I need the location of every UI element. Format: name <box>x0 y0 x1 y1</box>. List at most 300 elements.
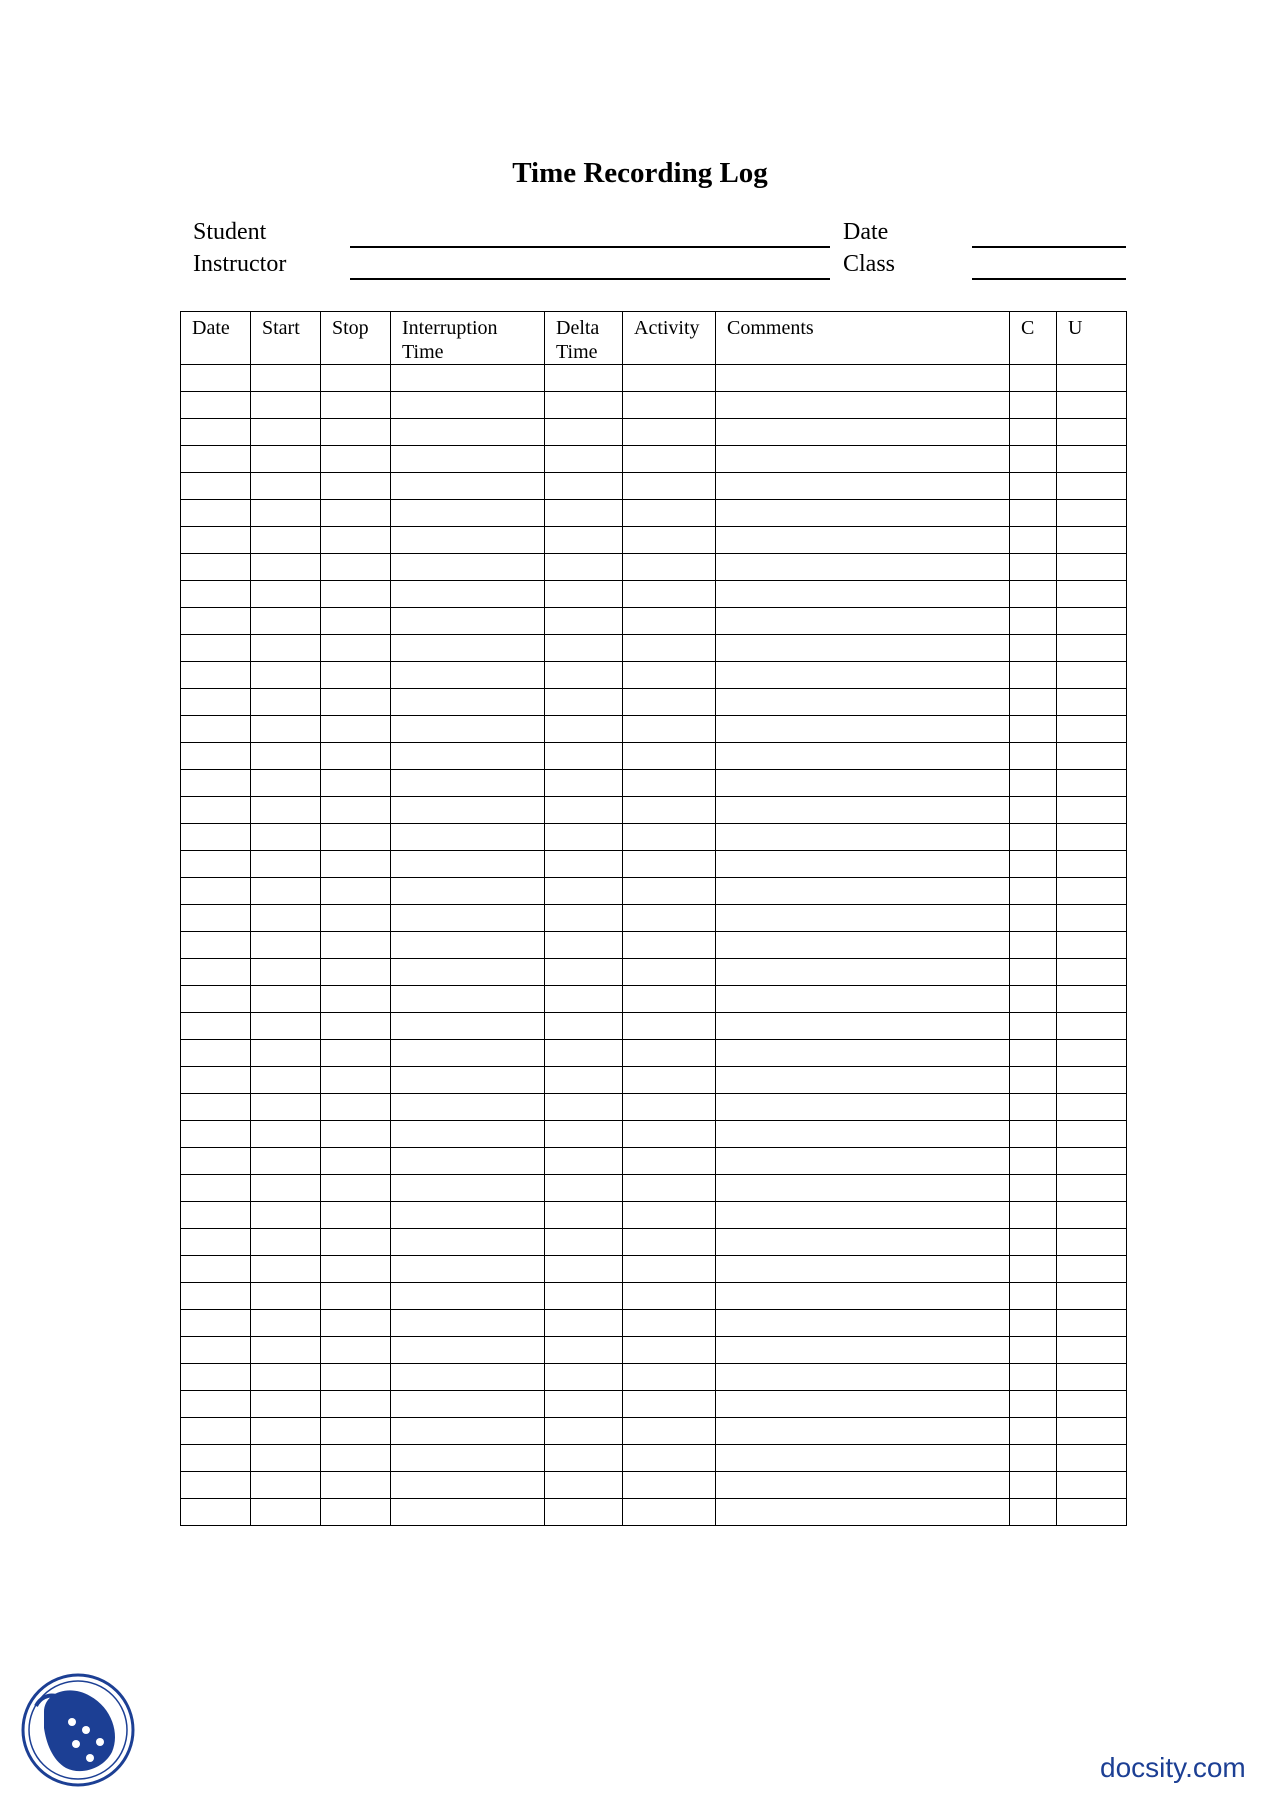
table-cell[interactable] <box>321 1067 391 1094</box>
table-cell[interactable] <box>716 1472 1010 1499</box>
table-cell[interactable] <box>181 959 251 986</box>
table-cell[interactable] <box>623 1445 716 1472</box>
table-cell[interactable] <box>181 797 251 824</box>
table-cell[interactable] <box>251 905 321 932</box>
table-cell[interactable] <box>1010 608 1057 635</box>
table-cell[interactable] <box>623 689 716 716</box>
table-cell[interactable] <box>623 500 716 527</box>
table-cell[interactable] <box>251 1364 321 1391</box>
table-cell[interactable] <box>716 527 1010 554</box>
table-cell[interactable] <box>181 419 251 446</box>
table-cell[interactable] <box>1057 1418 1127 1445</box>
table-cell[interactable] <box>251 986 321 1013</box>
table-cell[interactable] <box>716 743 1010 770</box>
table-cell[interactable] <box>545 662 623 689</box>
class-field[interactable] <box>972 278 1126 280</box>
table-cell[interactable] <box>623 1013 716 1040</box>
table-cell[interactable] <box>716 1148 1010 1175</box>
table-cell[interactable] <box>716 392 1010 419</box>
table-cell[interactable] <box>623 473 716 500</box>
table-cell[interactable] <box>391 689 545 716</box>
table-cell[interactable] <box>1010 743 1057 770</box>
table-cell[interactable] <box>716 1121 1010 1148</box>
table-cell[interactable] <box>1010 986 1057 1013</box>
table-cell[interactable] <box>545 743 623 770</box>
table-cell[interactable] <box>181 1472 251 1499</box>
table-cell[interactable] <box>391 1283 545 1310</box>
table-cell[interactable] <box>251 1337 321 1364</box>
table-cell[interactable] <box>623 1283 716 1310</box>
table-cell[interactable] <box>623 770 716 797</box>
table-cell[interactable] <box>251 1445 321 1472</box>
table-cell[interactable] <box>251 365 321 392</box>
table-cell[interactable] <box>716 1364 1010 1391</box>
table-cell[interactable] <box>391 392 545 419</box>
table-cell[interactable] <box>545 1229 623 1256</box>
table-cell[interactable] <box>623 1067 716 1094</box>
table-cell[interactable] <box>1010 1013 1057 1040</box>
table-cell[interactable] <box>716 662 1010 689</box>
table-cell[interactable] <box>1057 392 1127 419</box>
table-cell[interactable] <box>251 446 321 473</box>
table-cell[interactable] <box>181 1067 251 1094</box>
table-cell[interactable] <box>251 1013 321 1040</box>
student-field[interactable] <box>350 246 830 248</box>
table-cell[interactable] <box>181 905 251 932</box>
table-cell[interactable] <box>1010 392 1057 419</box>
table-cell[interactable] <box>1010 1499 1057 1526</box>
table-cell[interactable] <box>1057 1472 1127 1499</box>
table-cell[interactable] <box>716 1175 1010 1202</box>
table-cell[interactable] <box>1010 716 1057 743</box>
table-cell[interactable] <box>251 1202 321 1229</box>
table-cell[interactable] <box>181 635 251 662</box>
table-cell[interactable] <box>1010 1256 1057 1283</box>
table-cell[interactable] <box>181 743 251 770</box>
table-cell[interactable] <box>1010 797 1057 824</box>
table-cell[interactable] <box>623 662 716 689</box>
table-cell[interactable] <box>1057 1040 1127 1067</box>
table-cell[interactable] <box>181 1175 251 1202</box>
table-cell[interactable] <box>1057 689 1127 716</box>
table-cell[interactable] <box>623 1391 716 1418</box>
table-cell[interactable] <box>545 581 623 608</box>
table-cell[interactable] <box>321 851 391 878</box>
table-cell[interactable] <box>321 527 391 554</box>
table-cell[interactable] <box>391 824 545 851</box>
table-cell[interactable] <box>391 581 545 608</box>
table-cell[interactable] <box>181 986 251 1013</box>
table-cell[interactable] <box>1057 1283 1127 1310</box>
table-cell[interactable] <box>1057 1067 1127 1094</box>
table-cell[interactable] <box>391 419 545 446</box>
table-cell[interactable] <box>391 797 545 824</box>
table-cell[interactable] <box>321 392 391 419</box>
table-cell[interactable] <box>545 419 623 446</box>
table-cell[interactable] <box>1057 1175 1127 1202</box>
table-cell[interactable] <box>716 824 1010 851</box>
table-cell[interactable] <box>545 1364 623 1391</box>
table-cell[interactable] <box>181 1040 251 1067</box>
table-cell[interactable] <box>1057 851 1127 878</box>
table-cell[interactable] <box>321 689 391 716</box>
table-cell[interactable] <box>181 554 251 581</box>
table-cell[interactable] <box>716 608 1010 635</box>
table-cell[interactable] <box>1010 365 1057 392</box>
date-field[interactable] <box>972 246 1126 248</box>
table-cell[interactable] <box>251 959 321 986</box>
table-cell[interactable] <box>1010 905 1057 932</box>
table-cell[interactable] <box>1057 473 1127 500</box>
table-cell[interactable] <box>716 1391 1010 1418</box>
table-cell[interactable] <box>251 824 321 851</box>
table-cell[interactable] <box>321 1310 391 1337</box>
table-cell[interactable] <box>1010 581 1057 608</box>
table-cell[interactable] <box>623 986 716 1013</box>
table-cell[interactable] <box>391 473 545 500</box>
table-cell[interactable] <box>321 905 391 932</box>
table-cell[interactable] <box>623 419 716 446</box>
table-cell[interactable] <box>1057 878 1127 905</box>
table-cell[interactable] <box>321 743 391 770</box>
table-cell[interactable] <box>321 1040 391 1067</box>
table-cell[interactable] <box>251 1148 321 1175</box>
table-cell[interactable] <box>1010 1094 1057 1121</box>
table-cell[interactable] <box>545 824 623 851</box>
table-cell[interactable] <box>321 473 391 500</box>
table-cell[interactable] <box>545 716 623 743</box>
table-cell[interactable] <box>181 1229 251 1256</box>
table-cell[interactable] <box>545 1418 623 1445</box>
table-cell[interactable] <box>1057 527 1127 554</box>
table-cell[interactable] <box>321 1364 391 1391</box>
table-cell[interactable] <box>1057 1256 1127 1283</box>
table-cell[interactable] <box>716 1202 1010 1229</box>
table-cell[interactable] <box>181 1310 251 1337</box>
table-cell[interactable] <box>716 689 1010 716</box>
table-cell[interactable] <box>321 1472 391 1499</box>
table-cell[interactable] <box>251 635 321 662</box>
table-cell[interactable] <box>391 1499 545 1526</box>
table-cell[interactable] <box>1010 1337 1057 1364</box>
table-cell[interactable] <box>1057 824 1127 851</box>
table-cell[interactable] <box>1010 1472 1057 1499</box>
table-cell[interactable] <box>321 500 391 527</box>
table-cell[interactable] <box>545 446 623 473</box>
table-cell[interactable] <box>623 581 716 608</box>
table-cell[interactable] <box>623 1472 716 1499</box>
table-cell[interactable] <box>545 1175 623 1202</box>
table-cell[interactable] <box>181 662 251 689</box>
table-cell[interactable] <box>545 932 623 959</box>
table-cell[interactable] <box>321 797 391 824</box>
table-cell[interactable] <box>321 1418 391 1445</box>
table-cell[interactable] <box>321 932 391 959</box>
table-cell[interactable] <box>391 1094 545 1121</box>
table-cell[interactable] <box>545 1067 623 1094</box>
table-cell[interactable] <box>623 1094 716 1121</box>
table-cell[interactable] <box>545 959 623 986</box>
table-cell[interactable] <box>1010 635 1057 662</box>
table-cell[interactable] <box>391 932 545 959</box>
table-cell[interactable] <box>623 1499 716 1526</box>
table-cell[interactable] <box>251 1283 321 1310</box>
table-cell[interactable] <box>623 905 716 932</box>
table-cell[interactable] <box>251 1094 321 1121</box>
table-cell[interactable] <box>545 554 623 581</box>
table-cell[interactable] <box>251 1499 321 1526</box>
table-cell[interactable] <box>251 1256 321 1283</box>
table-cell[interactable] <box>181 1256 251 1283</box>
table-cell[interactable] <box>1010 1391 1057 1418</box>
table-cell[interactable] <box>1057 797 1127 824</box>
table-cell[interactable] <box>716 986 1010 1013</box>
table-cell[interactable] <box>1057 1337 1127 1364</box>
table-cell[interactable] <box>321 1499 391 1526</box>
table-cell[interactable] <box>545 797 623 824</box>
table-cell[interactable] <box>391 1364 545 1391</box>
table-cell[interactable] <box>181 1364 251 1391</box>
table-cell[interactable] <box>716 1445 1010 1472</box>
table-cell[interactable] <box>391 878 545 905</box>
table-cell[interactable] <box>181 581 251 608</box>
table-cell[interactable] <box>321 1121 391 1148</box>
table-cell[interactable] <box>1010 1040 1057 1067</box>
table-cell[interactable] <box>1010 689 1057 716</box>
table-cell[interactable] <box>623 1202 716 1229</box>
table-cell[interactable] <box>181 608 251 635</box>
table-cell[interactable] <box>251 770 321 797</box>
table-cell[interactable] <box>181 1202 251 1229</box>
table-cell[interactable] <box>391 635 545 662</box>
table-cell[interactable] <box>1057 986 1127 1013</box>
table-cell[interactable] <box>321 878 391 905</box>
table-cell[interactable] <box>623 1256 716 1283</box>
table-cell[interactable] <box>1057 1310 1127 1337</box>
table-cell[interactable] <box>1010 878 1057 905</box>
table-cell[interactable] <box>1057 419 1127 446</box>
table-cell[interactable] <box>391 500 545 527</box>
table-cell[interactable] <box>716 797 1010 824</box>
table-cell[interactable] <box>251 581 321 608</box>
table-cell[interactable] <box>716 1094 1010 1121</box>
table-cell[interactable] <box>391 1391 545 1418</box>
table-cell[interactable] <box>716 1283 1010 1310</box>
table-cell[interactable] <box>545 608 623 635</box>
table-cell[interactable] <box>1057 1445 1127 1472</box>
table-cell[interactable] <box>321 1202 391 1229</box>
instructor-field[interactable] <box>350 278 830 280</box>
table-cell[interactable] <box>623 1418 716 1445</box>
table-cell[interactable] <box>1057 554 1127 581</box>
table-cell[interactable] <box>716 959 1010 986</box>
table-cell[interactable] <box>1057 1229 1127 1256</box>
table-cell[interactable] <box>181 473 251 500</box>
table-cell[interactable] <box>545 1445 623 1472</box>
table-cell[interactable] <box>321 824 391 851</box>
table-cell[interactable] <box>1010 1175 1057 1202</box>
table-cell[interactable] <box>623 365 716 392</box>
table-cell[interactable] <box>623 1175 716 1202</box>
table-cell[interactable] <box>716 554 1010 581</box>
table-cell[interactable] <box>716 500 1010 527</box>
table-cell[interactable] <box>321 959 391 986</box>
table-cell[interactable] <box>1010 1418 1057 1445</box>
table-cell[interactable] <box>545 500 623 527</box>
table-cell[interactable] <box>181 932 251 959</box>
table-cell[interactable] <box>1057 1148 1127 1175</box>
table-cell[interactable] <box>1057 1121 1127 1148</box>
table-cell[interactable] <box>391 1310 545 1337</box>
table-cell[interactable] <box>1010 1067 1057 1094</box>
table-cell[interactable] <box>391 959 545 986</box>
table-cell[interactable] <box>251 1229 321 1256</box>
table-cell[interactable] <box>181 446 251 473</box>
table-cell[interactable] <box>545 851 623 878</box>
table-cell[interactable] <box>1010 959 1057 986</box>
table-cell[interactable] <box>251 932 321 959</box>
table-cell[interactable] <box>321 662 391 689</box>
table-cell[interactable] <box>716 1310 1010 1337</box>
table-cell[interactable] <box>391 554 545 581</box>
table-cell[interactable] <box>545 986 623 1013</box>
table-cell[interactable] <box>181 1418 251 1445</box>
table-cell[interactable] <box>251 1472 321 1499</box>
table-cell[interactable] <box>321 1391 391 1418</box>
table-cell[interactable] <box>251 662 321 689</box>
table-cell[interactable] <box>623 527 716 554</box>
table-cell[interactable] <box>251 716 321 743</box>
table-cell[interactable] <box>321 1094 391 1121</box>
table-cell[interactable] <box>391 446 545 473</box>
table-cell[interactable] <box>545 1499 623 1526</box>
table-cell[interactable] <box>716 419 1010 446</box>
table-cell[interactable] <box>321 1229 391 1256</box>
table-cell[interactable] <box>716 1418 1010 1445</box>
table-cell[interactable] <box>321 581 391 608</box>
table-cell[interactable] <box>623 1040 716 1067</box>
table-cell[interactable] <box>391 527 545 554</box>
table-cell[interactable] <box>391 1418 545 1445</box>
table-cell[interactable] <box>623 1310 716 1337</box>
table-cell[interactable] <box>1057 959 1127 986</box>
table-cell[interactable] <box>251 743 321 770</box>
table-cell[interactable] <box>1010 662 1057 689</box>
table-cell[interactable] <box>716 770 1010 797</box>
table-cell[interactable] <box>181 1391 251 1418</box>
table-cell[interactable] <box>623 959 716 986</box>
table-cell[interactable] <box>391 1256 545 1283</box>
table-cell[interactable] <box>623 716 716 743</box>
table-cell[interactable] <box>623 554 716 581</box>
table-cell[interactable] <box>181 1499 251 1526</box>
table-cell[interactable] <box>251 1391 321 1418</box>
table-cell[interactable] <box>1010 554 1057 581</box>
table-cell[interactable] <box>623 392 716 419</box>
table-cell[interactable] <box>321 419 391 446</box>
table-cell[interactable] <box>321 1337 391 1364</box>
table-cell[interactable] <box>716 473 1010 500</box>
table-cell[interactable] <box>321 716 391 743</box>
table-cell[interactable] <box>391 743 545 770</box>
table-cell[interactable] <box>545 365 623 392</box>
table-cell[interactable] <box>716 635 1010 662</box>
table-cell[interactable] <box>1057 905 1127 932</box>
table-cell[interactable] <box>716 1067 1010 1094</box>
table-cell[interactable] <box>391 986 545 1013</box>
table-cell[interactable] <box>1010 932 1057 959</box>
table-cell[interactable] <box>251 878 321 905</box>
table-cell[interactable] <box>251 1040 321 1067</box>
table-cell[interactable] <box>181 1283 251 1310</box>
table-cell[interactable] <box>321 1175 391 1202</box>
table-cell[interactable] <box>623 1364 716 1391</box>
table-cell[interactable] <box>321 446 391 473</box>
table-cell[interactable] <box>716 1499 1010 1526</box>
table-cell[interactable] <box>181 824 251 851</box>
table-cell[interactable] <box>545 635 623 662</box>
table-cell[interactable] <box>251 851 321 878</box>
table-cell[interactable] <box>545 1040 623 1067</box>
table-cell[interactable] <box>251 1310 321 1337</box>
table-cell[interactable] <box>391 1337 545 1364</box>
table-cell[interactable] <box>1057 608 1127 635</box>
table-cell[interactable] <box>623 635 716 662</box>
table-cell[interactable] <box>321 986 391 1013</box>
table-cell[interactable] <box>321 770 391 797</box>
table-cell[interactable] <box>1010 1445 1057 1472</box>
table-cell[interactable] <box>321 1148 391 1175</box>
table-cell[interactable] <box>251 527 321 554</box>
table-cell[interactable] <box>545 473 623 500</box>
table-cell[interactable] <box>321 1445 391 1472</box>
table-cell[interactable] <box>251 1067 321 1094</box>
table-cell[interactable] <box>391 1013 545 1040</box>
table-cell[interactable] <box>716 446 1010 473</box>
table-cell[interactable] <box>181 365 251 392</box>
table-cell[interactable] <box>716 581 1010 608</box>
table-cell[interactable] <box>391 770 545 797</box>
table-cell[interactable] <box>623 797 716 824</box>
table-cell[interactable] <box>545 878 623 905</box>
table-cell[interactable] <box>1057 581 1127 608</box>
table-cell[interactable] <box>1010 824 1057 851</box>
table-cell[interactable] <box>181 500 251 527</box>
table-cell[interactable] <box>181 1094 251 1121</box>
table-cell[interactable] <box>1057 500 1127 527</box>
table-cell[interactable] <box>716 905 1010 932</box>
table-cell[interactable] <box>545 1202 623 1229</box>
table-cell[interactable] <box>716 1229 1010 1256</box>
table-cell[interactable] <box>391 1040 545 1067</box>
table-cell[interactable] <box>321 365 391 392</box>
table-cell[interactable] <box>1010 1121 1057 1148</box>
table-cell[interactable] <box>623 851 716 878</box>
table-cell[interactable] <box>1010 1364 1057 1391</box>
table-cell[interactable] <box>1010 1229 1057 1256</box>
table-cell[interactable] <box>251 473 321 500</box>
table-cell[interactable] <box>321 554 391 581</box>
table-cell[interactable] <box>1010 419 1057 446</box>
table-cell[interactable] <box>716 1040 1010 1067</box>
table-cell[interactable] <box>321 608 391 635</box>
table-cell[interactable] <box>1057 770 1127 797</box>
table-cell[interactable] <box>181 770 251 797</box>
table-cell[interactable] <box>545 527 623 554</box>
table-cell[interactable] <box>1010 1310 1057 1337</box>
table-cell[interactable] <box>1057 1202 1127 1229</box>
table-cell[interactable] <box>391 1202 545 1229</box>
